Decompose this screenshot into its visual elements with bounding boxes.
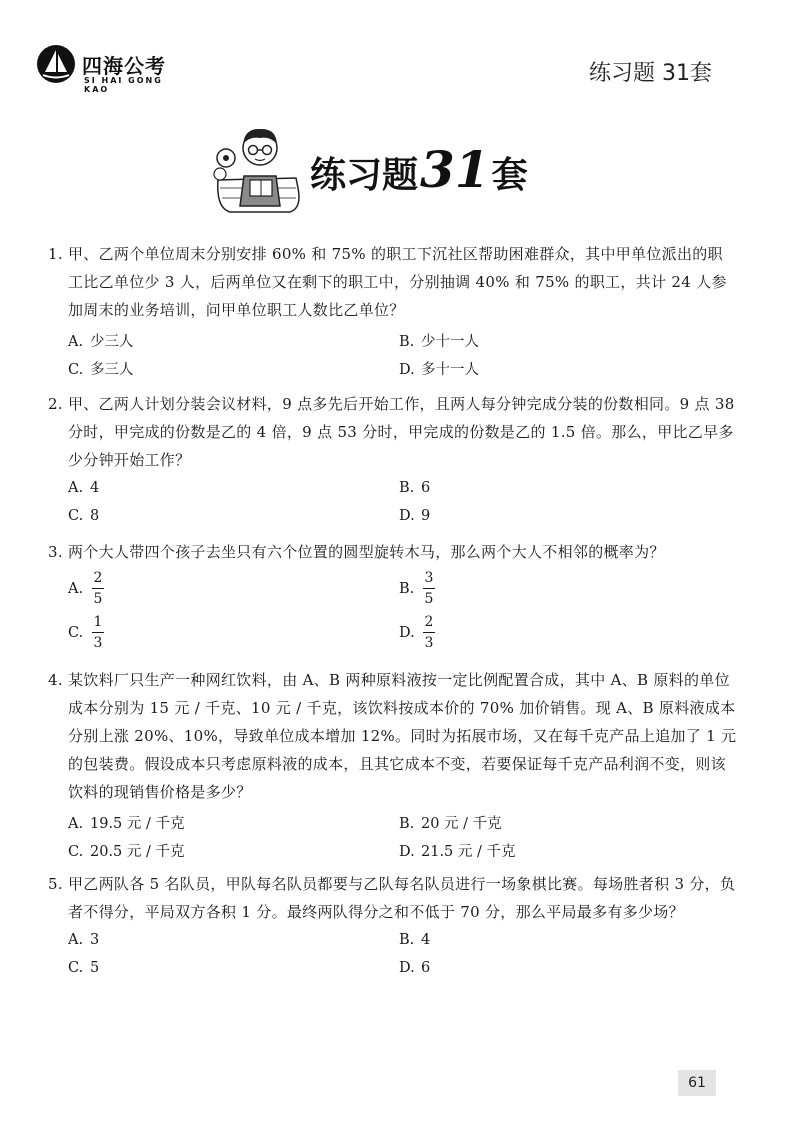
option-label: B. [399, 334, 415, 350]
fraction [92, 570, 104, 607]
option-b[interactable] [399, 812, 502, 833]
denominator: 3 [424, 635, 434, 651]
option-c[interactable] [68, 358, 134, 379]
option-label: D. [399, 844, 415, 860]
page-header [0, 0, 800, 110]
option-label: C. [68, 508, 84, 524]
option-label: B. [399, 480, 415, 496]
option-label: A. [68, 480, 84, 496]
option-c[interactable] [68, 614, 104, 651]
question-stem [48, 870, 738, 926]
answer-options [68, 926, 738, 986]
option-text: 21.5 元 / 千克 [421, 844, 516, 860]
question-5 [48, 870, 738, 986]
exercise-set-title [310, 140, 528, 199]
denominator: 5 [424, 591, 434, 607]
student-mascot-icon [210, 118, 310, 218]
option-label: C. [68, 960, 84, 976]
denominator: 5 [93, 591, 103, 607]
option-label: D. [399, 960, 415, 976]
answer-options [68, 324, 738, 384]
logo-chinese-name: 四海公考 [82, 54, 166, 78]
option-label: B. [399, 816, 415, 832]
question-2 [48, 390, 738, 534]
option-text: 5 [90, 960, 100, 976]
option-text: 少十一人 [421, 334, 479, 350]
numerator: 2 [93, 570, 103, 586]
title-suffix: 套 [491, 155, 528, 196]
option-label: A. [68, 334, 84, 350]
title-number: 31 [420, 140, 490, 199]
sailboat-logo-icon [36, 44, 76, 84]
option-text: 少三人 [90, 334, 134, 350]
question-4 [48, 666, 738, 866]
option-c[interactable] [68, 960, 99, 976]
option-label: C. [68, 624, 84, 641]
title-prefix: 练习题 [310, 155, 419, 196]
answer-options [68, 806, 738, 866]
option-a[interactable] [68, 480, 99, 496]
fraction [92, 614, 104, 651]
question-text: 两个大人带四个孩子去坐只有六个位置的圆型旋转木马，那么两个大人不相邻的概率为？ [68, 543, 665, 561]
option-c[interactable] [68, 508, 99, 524]
option-text: 20.5 元 / 千克 [90, 844, 185, 860]
fraction-bar [92, 588, 104, 589]
question-stem [48, 538, 738, 566]
option-label: B. [399, 580, 415, 597]
numerator: 3 [424, 570, 434, 586]
option-a[interactable] [68, 932, 99, 948]
question-3 [48, 538, 738, 656]
option-text: 6 [421, 480, 431, 496]
answer-options [68, 474, 738, 534]
numerator: 2 [424, 614, 434, 630]
page-number: 61 [678, 1070, 716, 1096]
denominator: 3 [93, 635, 103, 651]
fraction-bar [423, 588, 435, 589]
question-text: 某饮料厂只生产一种网红饮料，由 A、B 两种原料液按一定比例配置合成，其中 A、B 原料的单位成本分别为 15 元 / 千克、10 元 / 千克，该饮料按成本价的 70% 加价销售。现 A、B 原料液成本分别上涨 20%、10%，导致单位成本增加 12%。同时为拓展市场，又在每千克产品上追加了 1 元的包装费。假设成本只考虑原料液的成本，且其它成本不变，若要保证每千克产品利润不变，则该饮料的现销售价格是多少？ [68, 671, 737, 801]
title-banner [210, 118, 540, 218]
question-number: 3. [48, 543, 63, 561]
option-b[interactable] [399, 570, 435, 607]
question-number: 4. [48, 671, 63, 689]
header-title: 练习题 31套 [589, 61, 712, 86]
option-label: A. [68, 816, 84, 832]
option-b[interactable] [399, 932, 430, 948]
question-number: 1. [48, 245, 63, 263]
option-text: 3 [90, 932, 100, 948]
logo-pinyin-name: SI HAI GONG KAO [84, 76, 163, 94]
option-d[interactable] [399, 614, 435, 651]
option-a[interactable] [68, 330, 134, 351]
option-label: B. [399, 932, 415, 948]
question-text: 甲、乙两人计划分装会议材料，9 点多先后开始工作，且两人每分钟完成分装的份数相同。9 点 38 分时，甲完成的份数是乙的 4 倍，9 点 53 分时，甲完成的份数是乙的 1.5 倍。那么，甲比乙早多少分钟开始工作？ [68, 395, 735, 469]
fraction [423, 570, 435, 607]
question-stem [48, 666, 738, 806]
option-label: D. [399, 508, 415, 524]
question-stem [48, 240, 738, 324]
brand-logo [36, 44, 186, 92]
option-c[interactable] [68, 840, 185, 861]
question-number: 2. [48, 395, 63, 413]
option-a[interactable] [68, 812, 185, 833]
option-label: A. [68, 932, 84, 948]
question-number: 5. [48, 875, 63, 893]
option-label: C. [68, 844, 84, 860]
option-text: 8 [90, 508, 100, 524]
numerator: 1 [93, 614, 103, 630]
option-label: A. [68, 580, 84, 597]
option-a[interactable] [68, 570, 104, 607]
option-b[interactable] [399, 330, 479, 351]
option-d[interactable] [399, 960, 430, 976]
option-text: 9 [421, 508, 431, 524]
option-text: 4 [421, 932, 431, 948]
option-d[interactable] [399, 508, 430, 524]
option-b[interactable] [399, 480, 430, 496]
option-text: 20 元 / 千克 [421, 816, 502, 832]
option-label: D. [399, 362, 415, 378]
answer-options [68, 566, 738, 656]
option-text: 19.5 元 / 千克 [90, 816, 185, 832]
question-text: 甲乙两队各 5 名队员，甲队每名队员都要与乙队每名队员进行一场象棋比赛。每场胜者积 3 分，负者不得分，平局双方各积 1 分。最终两队得分之和不低于 70 分，那么平局最多有多少场？ [68, 875, 736, 921]
fraction [423, 614, 435, 651]
option-label: D. [399, 624, 415, 641]
fraction-bar [92, 632, 104, 633]
option-text: 多十一人 [421, 362, 479, 378]
option-label: C. [68, 362, 84, 378]
option-d[interactable] [399, 840, 516, 861]
question-text: 甲、乙两个单位周末分别安排 60% 和 75% 的职工下沉社区帮助困难群众，其中甲单位派出的职工比乙单位少 3 人，后两单位又在剩下的职工中，分别抽调 40% 和 75% 的职工，共计 24 人参加周末的业务培训，问甲单位职工人数比乙单位？ [68, 245, 727, 319]
option-text: 4 [90, 480, 100, 496]
fraction-bar [423, 632, 435, 633]
question-stem [48, 390, 738, 474]
option-text: 6 [421, 960, 431, 976]
option-d[interactable] [399, 358, 479, 379]
question-1 [48, 240, 738, 384]
option-text: 多三人 [90, 362, 134, 378]
